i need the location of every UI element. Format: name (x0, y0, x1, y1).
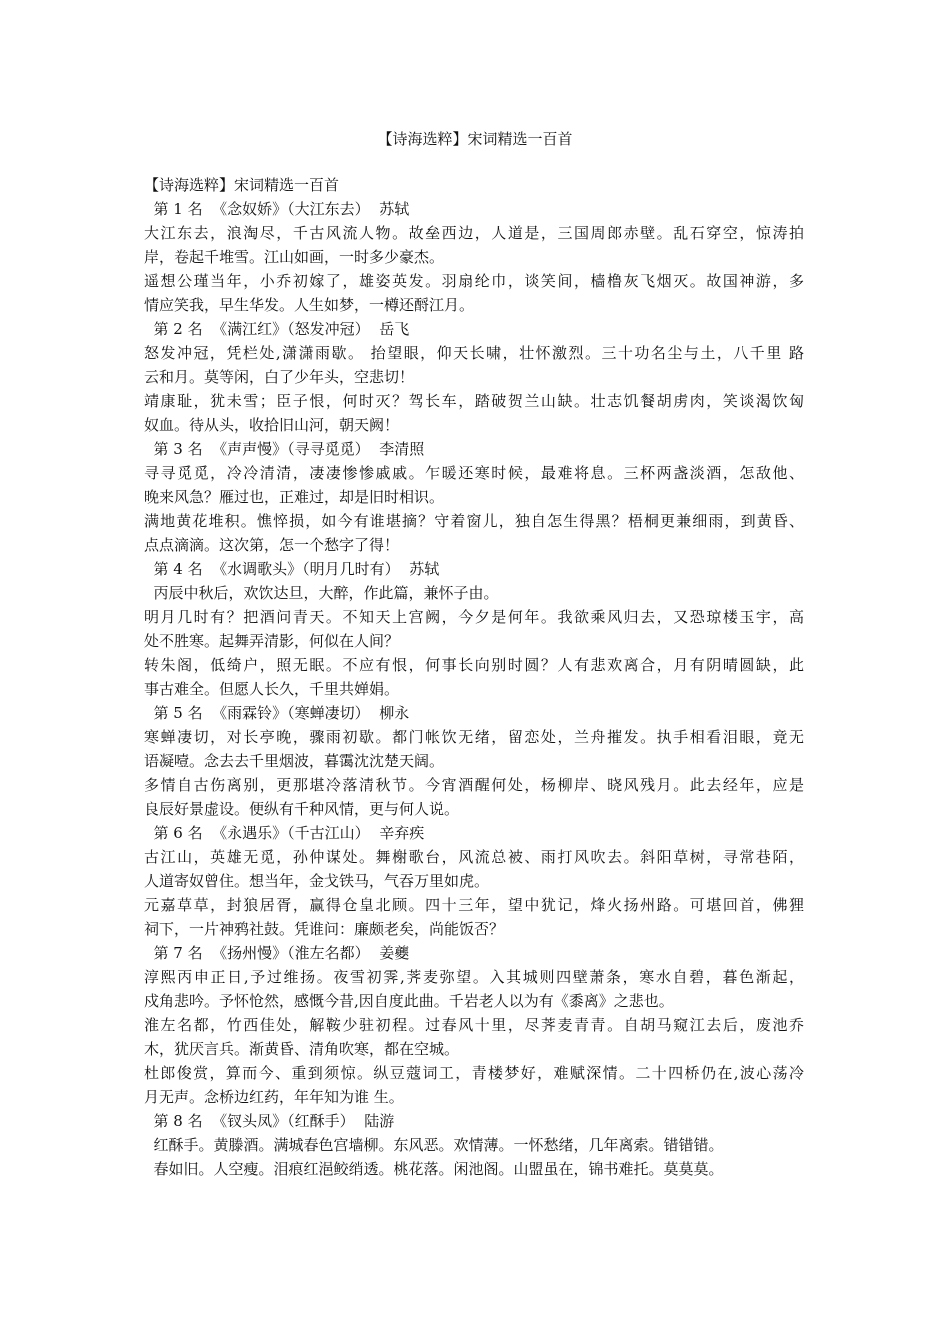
poem-text-line: 多情自古伤离别，更那堪冷落清秋节。今宵酒醒何处，杨柳岸、晓风残月。此去经年，应是 (144, 776, 804, 794)
poem-text-line: 明月几时有？把酒问青天。不知天上宫阙，今夕是何年。我欲乘风归去，又恐琼楼玉宇，高 (144, 608, 804, 626)
poem-rank-heading: 第 1 名 《念奴娇》（大江东去） 苏轼 (144, 200, 410, 218)
poem-rank-heading: 第 7 名 《扬州慢》（淮左名都） 姜夔 (144, 944, 410, 962)
poem-lines (144, 197, 804, 1181)
poem-rank-heading: 第 6 名 《永遇乐》（千古江山） 辛弃疾 (144, 824, 425, 842)
poem-text-line: 淳熙丙申正日,予过维扬。夜雪初霁,荠麦弥望。入其城则四壁萧条，寒水自碧，暮色渐起， (144, 968, 804, 986)
poem-text-line: 大江东去，浪淘尽，千古风流人物。故垒西边，人道是，三国周郎赤壁。乱石穿空，惊涛拍 (144, 224, 804, 242)
poem-text-line: 古江山，英雄无觅，孙仲谋处。舞榭歌台，风流总被、雨打风吹去。斜阳草树，寻常巷陌， (144, 848, 804, 866)
poem-text-line: 奴血。待从头，收拾旧山河，朝天阙！ (144, 416, 400, 434)
poem-text-line: 人道寄奴曾住。想当年，金戈铁马，气吞万里如虎。 (144, 872, 490, 890)
poem-text-line: 靖康耻，犹未雪；臣子恨，何时灭？驾长车，踏破贺兰山缺。壮志饥餐胡虏肉，笑谈渴饮匈 (144, 392, 804, 410)
poem-text-line: 晚来风急？雁过也，正难过，却是旧时相识。 (144, 488, 445, 506)
poem-text-line: 月无声。念桥边红药，年年知为谁 生。 (144, 1088, 404, 1106)
poem-text-line: 戍角悲吟。予怀怆然，感慨今昔,因自度此曲。千岩老人以为有《黍离》之悲也。 (144, 992, 674, 1010)
poem-text-line: 处不胜寒。起舞弄清影，何似在人间？ (144, 632, 400, 650)
poem-text-line: 事古难全。但愿人长久，千里共婵娟。 (144, 680, 400, 698)
poem-text-line: 满地黄花堆积。憔悴损，如今有谁堪摘？守着窗儿，独自怎生得黑？梧桐更兼细雨，到黄昏、 (144, 512, 804, 530)
poem-text-line: 丙辰中秋后，欢饮达旦，大醉，作此篇，兼怀子由。 (144, 584, 499, 602)
poem-text-line: 寒蝉凄切，对长亭晚，骤雨初歇。都门帐饮无绪，留恋处，兰舟摧发。执手相看泪眼，竟无 (144, 728, 804, 746)
poem-text-line: 杜郎俊赏，算而今、重到须惊。纵豆蔻词工，青楼梦好，难赋深情。二十四桥仍在,波心荡冷 (144, 1064, 804, 1082)
poem-text-line: 怒发冲冠，凭栏处,潇潇雨歇。 抬望眼，仰天长啸，壮怀激烈。三十功名尘与土，八千里 路 (144, 344, 804, 362)
poem-text-line: 春如旧。人空瘦。泪痕红浥鲛绡透。桃花落。闲池阁。山盟虽在，锦书难托。莫莫莫。 (144, 1160, 724, 1178)
poem-text-line: 淮左名都，竹西佳处，解鞍少驻初程。过春风十里，尽荠麦青青。自胡马窥江去后，废池乔 (144, 1016, 804, 1034)
document-subtitle: 【诗海选粹】宋词精选一百首 (144, 176, 340, 194)
poem-text-line: 语凝噎。念去去千里烟波，暮霭沈沈楚天阔。 (144, 752, 445, 770)
poem-rank-heading: 第 8 名 《钗头凤》（红酥手） 陆游 (144, 1112, 395, 1130)
poem-text-line: 岸，卷起千堆雪。江山如画，一时多少豪杰。 (144, 248, 445, 266)
poem-text-line: 元嘉草草，封狼居胥，赢得仓皇北顾。四十三年，望中犹记，烽火扬州路。可堪回首，佛狸 (144, 896, 804, 914)
poem-rank-heading: 第 5 名 《雨霖铃》（寒蝉凄切） 柳永 (144, 704, 410, 722)
poem-text-line: 云和月。莫等闲，白了少年头，空悲切！ (144, 368, 415, 386)
poem-rank-heading: 第 4 名 《水调歌头》（明月几时有） 苏轼 (144, 560, 440, 578)
poem-text-line: 遥想公瑾当年，小乔初嫁了，雄姿英发。羽扇纶巾，谈笑间，樯橹灰飞烟灭。故国神游，多 (144, 272, 804, 290)
poem-text-line: 祠下，一片神鸦社鼓。凭谁问：廉颇老矣，尚能饭否？ (144, 920, 505, 938)
poem-text-line: 点点滴滴。这次第，怎一个愁字了得！ (144, 536, 400, 554)
document-body (144, 173, 804, 1181)
poem-text-line: 寻寻觅觅，冷冷清清，凄凄惨惨戚戚。乍暖还寒时候，最难将息。三杯两盏淡酒，怎敌他、 (144, 464, 804, 482)
poem-text-line: 木，犹厌言兵。渐黄昏、清角吹寒，都在空城。 (144, 1040, 460, 1058)
poem-text-line: 情应笑我，早生华发。人生如梦，一樽还酹江月。 (144, 296, 475, 314)
poem-text-line: 转朱阁，低绮户，照无眠。不应有恨，何事长向别时圆？人有悲欢离合，月有阴晴圆缺，此 (144, 656, 804, 674)
poem-rank-heading: 第 3 名 《声声慢》（寻寻觅觅） 李清照 (144, 440, 425, 458)
page-title: 【诗海选粹】宋词精选一百首 (377, 130, 573, 148)
poem-text-line: 良辰好景虚设。便纵有千种风情，更与何人说。 (144, 800, 460, 818)
poem-text-line: 红酥手。黄滕酒。满城春色宫墙柳。东风恶。欢情薄。一怀愁绪，几年离索。错错错。 (144, 1136, 724, 1154)
poem-rank-heading: 第 2 名 《满江红》（怒发冲冠） 岳飞 (144, 320, 410, 338)
